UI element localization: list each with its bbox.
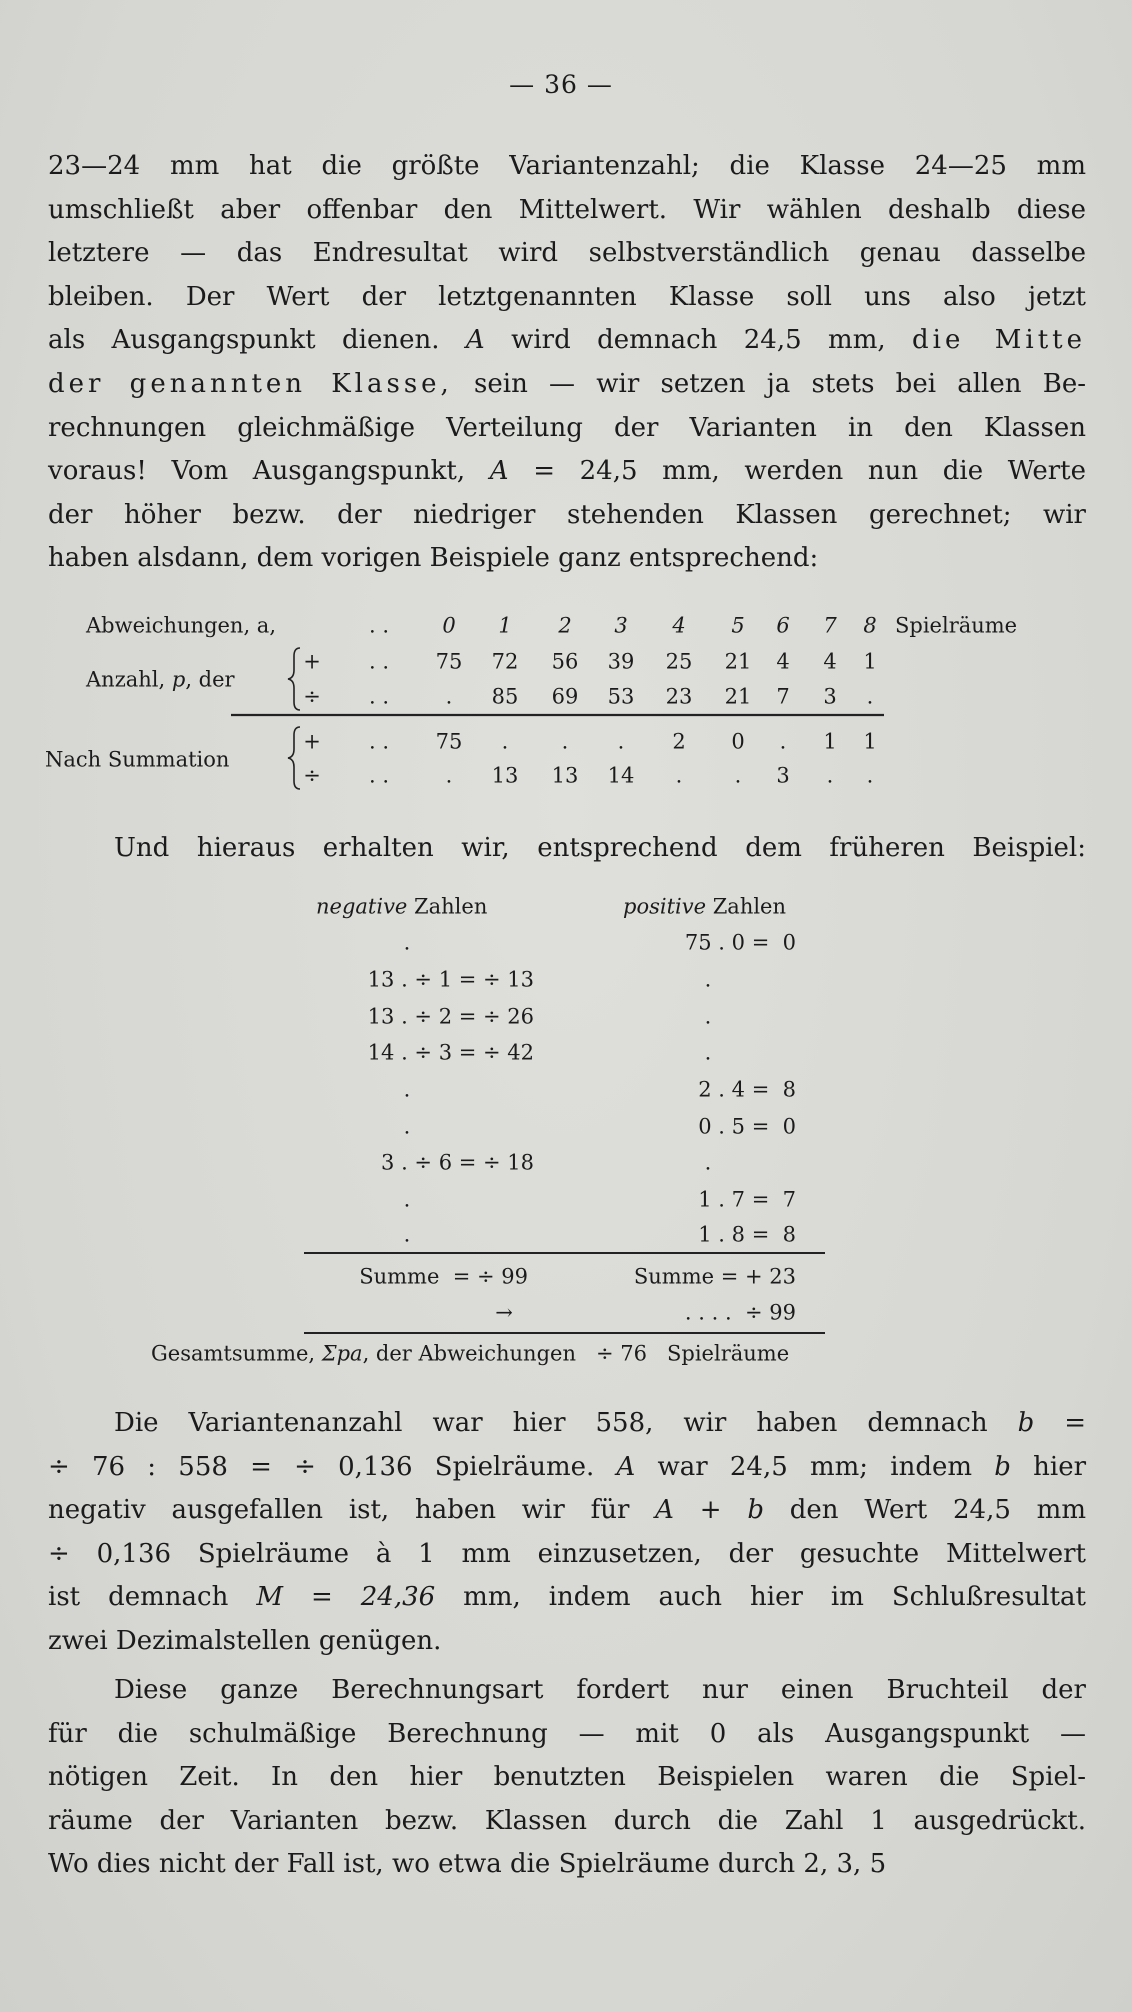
text-segment: räume der Varianten bezw. Klassen durch die Zahl 1 ausgedrückt. xyxy=(48,1805,1086,1836)
cell: 0 xyxy=(731,729,745,754)
text-segment: für die schulmäßige Berechnung — mit 0 als Ausgangspunkt — xyxy=(48,1718,1086,1749)
text-segment: negative xyxy=(316,894,408,919)
header-label: Abweichungen, a, xyxy=(86,613,277,638)
sign: + xyxy=(303,729,321,754)
text-segment: war 24,5 mm; indem xyxy=(635,1451,995,1482)
text-segment: Gesamtsumme, xyxy=(151,1341,322,1366)
text-segment: positive xyxy=(623,894,707,919)
text-segment: = xyxy=(282,1582,361,1613)
column-header: 7 xyxy=(823,613,837,638)
positive-cell: 2 . 4 = 8 xyxy=(698,1077,796,1102)
positive-cell: . xyxy=(704,1150,712,1175)
carried-sum: . . . . ÷ 99 xyxy=(684,1300,796,1325)
summation-label: Nach Summation xyxy=(45,747,230,772)
cell: 4 xyxy=(823,649,837,674)
text-segment: ÷ 76 : 558 = ÷ 0,136 Spielräume. xyxy=(48,1451,617,1482)
negative-cell: 13 . ÷ 1 = ÷ 13 xyxy=(367,967,534,992)
text-segment: A xyxy=(465,325,485,356)
text-segment: ist demnach xyxy=(48,1582,257,1613)
leader-dots: . . xyxy=(368,684,390,709)
text-segment: umschließt aber offenbar den Mittelwert. Wir wählen deshalb diese xyxy=(48,194,1086,225)
text-segment: 24,36 xyxy=(360,1582,436,1613)
cell: 21 xyxy=(724,684,752,709)
text-segment: Und hieraus erhalten wir, entsprechend dem früheren Beispiel: xyxy=(114,833,1086,863)
positive-sum: Summe = + 23 xyxy=(633,1264,796,1289)
column-header: 0 xyxy=(442,613,456,638)
text-segment: A xyxy=(489,456,509,487)
column-header: 4 xyxy=(672,613,686,638)
cell: 13 xyxy=(551,763,579,788)
cell: 53 xyxy=(607,684,635,709)
text-segment: mm, indem auch hier im Schlußresultat xyxy=(435,1582,1086,1613)
cell: . xyxy=(675,763,683,788)
text-segment: zwei Dezimalstellen genügen. xyxy=(48,1625,442,1656)
text-segment: hier xyxy=(1010,1451,1087,1482)
text-segment: A xyxy=(616,1451,636,1482)
text-segment: = 24,5 mm, werden nun die Werte xyxy=(508,456,1086,487)
text-segment: Zahlen xyxy=(706,894,787,919)
leader-dots: . . xyxy=(368,729,390,754)
text-segment: b xyxy=(747,1495,764,1526)
sign: ÷ xyxy=(303,763,321,788)
text-segment: als Ausgangspunkt dienen. xyxy=(48,325,466,356)
text-segment: bleiben. Der Wert der letztgenannten Klasse soll uns also jetzt xyxy=(48,281,1086,312)
cell: 4 xyxy=(776,649,790,674)
text-segment: Zahlen xyxy=(407,894,488,919)
negative-cell: . xyxy=(403,930,411,955)
cell: 72 xyxy=(491,649,519,674)
negative-sum: Summe = ÷ 99 xyxy=(359,1264,528,1289)
column-header: 6 xyxy=(776,613,790,638)
cell: 7 xyxy=(776,684,790,709)
negative-cell: 14 . ÷ 3 = ÷ 42 xyxy=(367,1040,534,1065)
text-segment: haben alsdann, dem vorigen Beispiele ganz entsprechend: xyxy=(48,543,819,574)
unit-label: Spielräume xyxy=(895,613,1018,638)
sign: + xyxy=(303,649,321,674)
cell: 3 xyxy=(823,684,837,709)
positive-cell: . xyxy=(704,1040,712,1065)
cell: 25 xyxy=(665,649,693,674)
text-segment: A xyxy=(655,1495,674,1526)
text-segment: M xyxy=(256,1582,283,1613)
column-header: 5 xyxy=(731,613,745,638)
text-segment: Diese ganze Berechnungsart fordert nur einen Bruchteil der xyxy=(114,1675,1086,1705)
cell: . xyxy=(445,684,453,709)
positive-cell: . xyxy=(704,967,712,992)
text-segment: der genannten Klasse, xyxy=(48,368,453,399)
text-segment: 23—24 mm hat die größte Variantenzahl; die Klasse 24—25 mm xyxy=(48,151,1086,181)
column-header: 1 xyxy=(498,613,512,638)
cell: . xyxy=(866,763,874,788)
negative-cell: . xyxy=(403,1114,411,1139)
text-segment: ÷ 0,136 Spielräume à 1 mm einzusetzen, der gesuchte Mittelwert xyxy=(48,1538,1086,1569)
leader-dots: . . xyxy=(368,649,390,674)
text-segment: die Mitte xyxy=(912,325,1086,356)
brace-summation xyxy=(288,727,300,789)
sign: ÷ xyxy=(303,684,321,709)
text-segment: b xyxy=(994,1451,1011,1482)
text-segment: sein — wir setzen ja stets bei allen Be- xyxy=(452,368,1086,399)
cell: 75 xyxy=(435,649,463,674)
text-segment: nötigen Zeit. In den hier benutzten Beispielen waren die Spiel- xyxy=(48,1762,1086,1793)
text-segment: = xyxy=(1034,1408,1086,1438)
cell: 21 xyxy=(724,649,752,674)
cell: 85 xyxy=(491,684,519,709)
brace-anzahl xyxy=(288,648,300,710)
cell: . xyxy=(779,729,787,754)
cell: . xyxy=(826,763,834,788)
column-header: 8 xyxy=(863,613,877,638)
cell: 1 xyxy=(863,729,877,754)
cell: 14 xyxy=(607,763,635,788)
text-segment: p xyxy=(171,667,186,692)
leader-dots: . . xyxy=(368,763,390,788)
negative-cell: 3 . ÷ 6 = ÷ 18 xyxy=(381,1150,534,1175)
cell: . xyxy=(561,729,569,754)
negative-cell: 13 . ÷ 2 = ÷ 26 xyxy=(367,1004,534,1029)
negative-cell: . xyxy=(403,1222,411,1247)
cell: . xyxy=(866,684,874,709)
text-segment: , der Abweichungen ÷ 76 Spielräume xyxy=(362,1341,790,1366)
cell: 13 xyxy=(491,763,519,788)
positive-cell: 0 . 5 = 0 xyxy=(698,1114,796,1139)
text-segment: den Wert 24,5 mm xyxy=(763,1495,1086,1526)
text-segment: Anzahl, xyxy=(86,667,172,692)
cell: 2 xyxy=(672,729,686,754)
text-segment: rechnungen gleichmäßige Verteilung der Varianten in den Klassen xyxy=(48,412,1086,443)
cell: 39 xyxy=(607,649,635,674)
leader-dots: . . xyxy=(368,613,390,638)
positive-cell: 1 . 8 = 8 xyxy=(698,1222,796,1247)
cell: 23 xyxy=(665,684,693,709)
text-segment: letztere — das Endresultat wird selbstverständlich genau dasselbe xyxy=(48,238,1086,269)
cell: . xyxy=(617,729,625,754)
text-segment: der höher bezw. der niedriger stehenden Klassen gerechnet; wir xyxy=(48,499,1086,530)
negative-cell: . xyxy=(403,1077,411,1102)
text-segment: b xyxy=(1017,1408,1035,1438)
positive-cell: 1 . 7 = 7 xyxy=(698,1187,796,1212)
text-segment: negativ ausgefallen ist, haben wir für xyxy=(48,1495,656,1526)
page-number: — 36 — xyxy=(509,70,613,99)
column-header: 3 xyxy=(614,613,628,638)
arrow-icon: → xyxy=(495,1300,513,1325)
positive-cell: 75 . 0 = 0 xyxy=(684,930,796,955)
text-segment: voraus! Vom Ausgangspunkt, xyxy=(48,456,490,487)
text-segment: wird demnach 24,5 mm, xyxy=(484,325,913,356)
cell: . xyxy=(734,763,742,788)
text-segment: Die Variantenanzahl war hier 558, wir haben demnach xyxy=(114,1408,1018,1438)
cell: 75 xyxy=(435,729,463,754)
text-segment: Σpa xyxy=(321,1341,363,1366)
cell: 3 xyxy=(776,763,790,788)
positive-cell: . xyxy=(704,1004,712,1029)
text-segment: , der xyxy=(185,667,235,692)
text-segment: Wo dies nicht der Fall ist, wo etwa die Spielräume durch 2, 3, 5 xyxy=(48,1849,887,1880)
column-header: 2 xyxy=(558,613,572,638)
text-segment: + xyxy=(673,1495,748,1526)
cell: 56 xyxy=(551,649,579,674)
cell: . xyxy=(501,729,509,754)
cell: 1 xyxy=(863,649,877,674)
cell: 69 xyxy=(551,684,579,709)
cell: . xyxy=(445,763,453,788)
cell: 1 xyxy=(823,729,837,754)
negative-cell: . xyxy=(403,1187,411,1212)
